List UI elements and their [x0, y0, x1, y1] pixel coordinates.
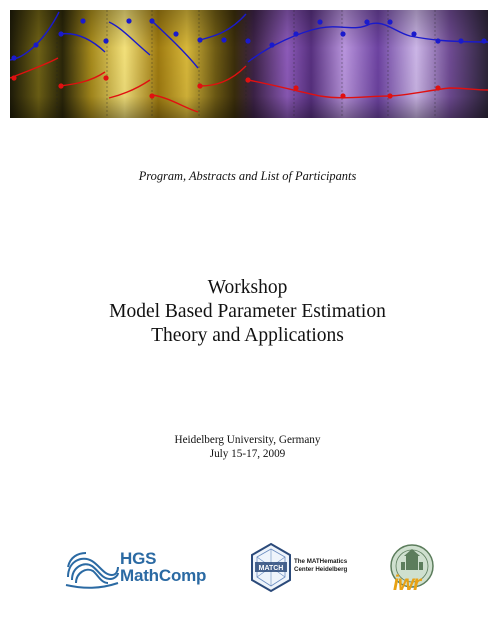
hgs-line-2: MathComp: [120, 566, 207, 585]
venue-place: Heidelberg University, Germany: [174, 434, 321, 446]
banner-shade: [10, 10, 488, 118]
iwr-logo: [387, 542, 437, 600]
hgs-line-1: HGS: [120, 549, 157, 568]
title-line-3: Theory and Applications: [151, 325, 344, 346]
iwr-text: iwr: [393, 572, 421, 595]
match-badge-text: MATCH: [258, 565, 284, 572]
match-caption-line-2: Center Heidelberg: [294, 566, 348, 573]
venue-block: [0, 433, 495, 461]
sponsor-logos: [0, 540, 495, 610]
header-banner: [10, 10, 488, 118]
workshop-title: [0, 276, 495, 348]
match-logo: [249, 542, 379, 598]
hgs-swirl-icon: [64, 547, 120, 591]
title-line-2: Model Based Parameter Estimation: [109, 301, 386, 322]
document-subtitle: Program, Abstracts and List of Participants: [138, 169, 357, 183]
venue-date: July 15-17, 2009: [209, 448, 286, 460]
title-line-1: Workshop: [207, 277, 288, 298]
match-caption-line-1: The MATHematics: [294, 558, 348, 565]
hgs-mathcomp-logo: [64, 547, 214, 591]
match-hexagon-icon: [249, 542, 293, 594]
